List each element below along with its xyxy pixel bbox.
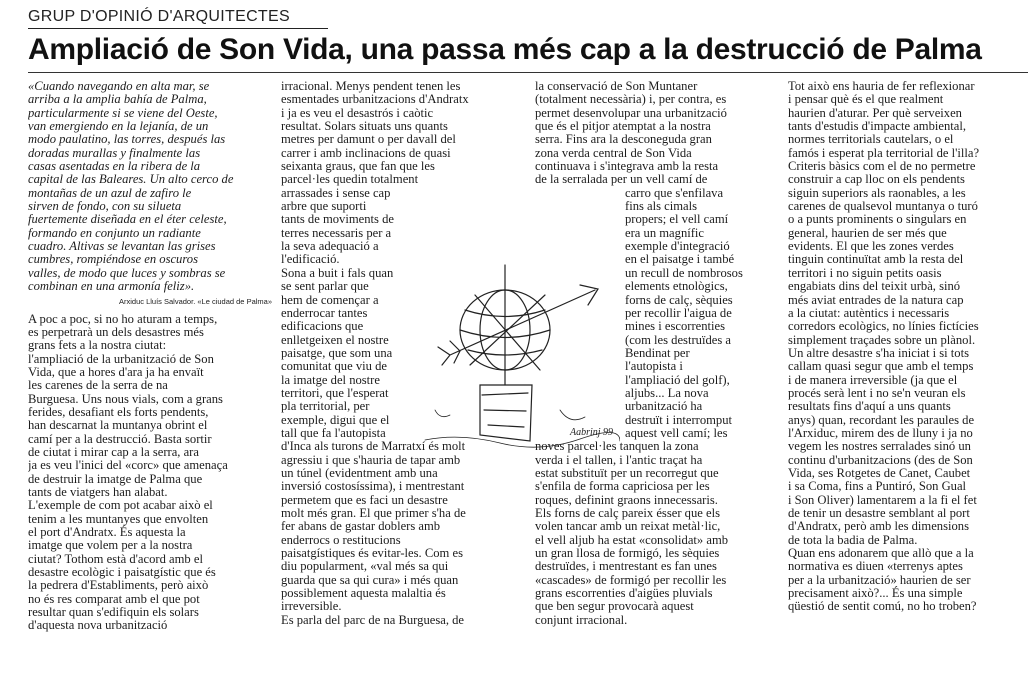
text-line: i ja es veu el desastrós i caòtic — [281, 105, 434, 120]
text-line: anys) quan, recordant les paraules de — [788, 412, 975, 427]
text-line: imatge que volem per a la nostra — [28, 538, 193, 553]
text-line: la conservació de Son Muntaner — [535, 80, 698, 93]
text-line: en el paisatge i també — [625, 252, 735, 267]
text-line: normativa es diuen «terrenys aptes — [788, 559, 963, 574]
text-line: que ben segur provocarà aquest — [535, 599, 694, 614]
text-line: haurien d'aturar. Per què serveixen — [788, 105, 962, 120]
text-line: tants de moviments de — [281, 212, 394, 227]
text-line: grans fets a la nostra ciutat: — [28, 338, 167, 353]
text-line: simplement traçades sobre un plànol. — [788, 332, 976, 347]
text-line: montañas de un azul de zafiro le — [28, 185, 192, 200]
text-line: volen tancar amb un reixat metàl·lic, — [535, 519, 721, 534]
text-line: Tot això ens hauria de fer reflexionar — [788, 80, 975, 93]
text-line: esmentades urbanitzacions d'Andratx — [281, 92, 469, 107]
text-line: molt més gran. El que primer s'ha de — [281, 506, 466, 520]
text-line: ja es veu l'inici del «corc» que amenaça — [28, 458, 228, 473]
text-line: a la ciutat: autèntics i necessaris — [788, 305, 950, 320]
text-line: normes territorials cautelars, o el — [788, 132, 954, 147]
text-line: Un altre desastre s'ha iniciat i si tots — [788, 345, 969, 360]
text-line: construir a cap lloc on els pendents — [788, 172, 965, 187]
text-line: no és res comparat amb el que pot — [28, 591, 200, 606]
text-line: grans escorrenties d'aigües pluvials — [535, 586, 713, 601]
text-line: de la serralada per un vell camí de — [535, 172, 708, 187]
text-line: territori i no siguin petits oasis — [788, 265, 942, 280]
text-line: més aviat entrades de la natura cap — [788, 292, 964, 307]
text-line: verda i el tallen, i l'antic traçat ha — [535, 452, 703, 467]
text-line: hem de començar a — [281, 292, 379, 307]
text-line: guarda que sa qui cura» i més quan — [281, 572, 459, 587]
text-line: exemple d'integració — [625, 239, 730, 254]
epigraph-quote — [28, 80, 272, 294]
text-line: ciutat? Tothom està d'acord amb el — [28, 551, 203, 566]
sketch-arrow — [438, 285, 598, 365]
column-4 — [788, 80, 1028, 680]
text-line: roques, definint graons innecessaris. — [535, 492, 718, 507]
text-line: territori, que l'esperat — [281, 385, 389, 400]
text-line: i Son Oliver) lamentarem a la fi el fet — [788, 492, 977, 507]
text-line: destruït i interromput — [625, 412, 733, 427]
text-line: famós i esperat pla territorial de l'illa? — [788, 145, 980, 160]
text-line: de destruir la imatge de Palma que — [28, 471, 203, 486]
text-line: urbanització ha — [625, 399, 703, 414]
text-line: Criteris bàsics com el de no permetre — [788, 159, 976, 174]
text-line: Els forns de calç pareix ésser que els — [535, 506, 720, 520]
text-line: enderrocs o restitucions — [281, 532, 401, 547]
column-1-body — [28, 313, 272, 633]
text-line: agressiu i que s'hauria de tapar amb — [281, 452, 461, 467]
text-line: resultar quan s'edifiquin els solars — [28, 605, 199, 620]
text-line: engabiats dins del teixit urbà, sinó — [788, 279, 961, 294]
text-line: continuava i s'integrava amb la resta — [535, 159, 719, 174]
text-line: forns de calç, sèquies — [625, 292, 733, 307]
text-line: arriba a la amplia bahía de Palma, — [28, 92, 207, 107]
text-line: possiblement aquesta malaltia és — [281, 586, 446, 601]
text-line: d'Andratx, però amb les dimensions — [788, 519, 969, 534]
text-line: es perpetrarà un dels desastres més — [28, 324, 204, 339]
text-line: l'ampliació de la urbanització de Son — [28, 351, 214, 366]
text-line: conjunt irracional. — [535, 612, 628, 627]
text-line: l'autopista i — [625, 359, 683, 374]
text-line: resultats fins d'aquí a uns quants — [788, 399, 951, 414]
text-line: les carenes de la serra de na — [28, 378, 168, 393]
text-line: permetem que es faci un desastre — [281, 492, 448, 507]
text-line: destruïdes, i mentrestant es fan unes — [535, 559, 717, 574]
text-line: un túnel (evidentment amb una — [281, 465, 438, 480]
text-line: continu d'urbanitzacions (des de Son — [788, 452, 973, 467]
text-line: permet desenvolupar una urbanització — [535, 105, 727, 120]
text-line: propers; el vell camí — [625, 212, 729, 227]
text-line: «Cuando navegando en alta mar, se — [28, 80, 210, 93]
text-line: han descarnat la muntanya obrint el — [28, 418, 208, 433]
text-line: evidents. El que les zones verdes — [788, 239, 954, 254]
text-line: estat substituït per un recorregut que — [535, 465, 719, 480]
text-line: enlletgeixen el nostre — [281, 332, 389, 347]
text-line: sirven de fondo, con su silueta — [28, 199, 182, 214]
text-line: vegem les nostres serralades sinó un — [788, 439, 971, 454]
text-line: comunitat que viu de — [281, 359, 387, 374]
text-line: diu popularment, «val més sa qui — [281, 559, 449, 574]
text-line: Bendinat per — [625, 345, 690, 360]
text-line: seixanta graus, que fan que les — [281, 159, 435, 174]
text-line: de tota la badia de Palma. — [788, 532, 918, 547]
text-line: o a punts prominents o singulars en — [788, 212, 967, 227]
column-1 — [28, 80, 272, 680]
text-line: (totalment necessària) i, per contra, es — [535, 92, 727, 107]
text-line: Burguesa. Uns nous vials, com a grans — [28, 391, 223, 406]
text-line: camí per a la destrucció. Basta sortir — [28, 431, 212, 446]
text-line: i pensar què és el que realment — [788, 92, 944, 107]
text-line: carrer i amb inclinacions de quasi — [281, 145, 451, 160]
text-line: carro que s'enfilava — [625, 185, 724, 200]
text-line: inversió costosíssima), i mentrestant — [281, 479, 465, 494]
text-line: tinguin continuïtat amb la resta del — [788, 252, 964, 267]
text-line: elements etnològics, — [625, 279, 728, 294]
text-line: serra. Fins ara la desconeguda gran — [535, 132, 712, 147]
text-line: formando en conjunto un radiante — [28, 225, 201, 240]
section-header: GRUP D'OPINIÓ D'ARQUITECTES — [28, 6, 328, 29]
weathervane-sketch — [420, 235, 620, 450]
text-line: la imatge del nostre — [281, 372, 380, 387]
text-line: casas asentadas en la ribera de la — [28, 159, 201, 174]
text-line: modo paulatino, las torres, después las — [28, 132, 226, 147]
text-line: metres per damunt o per davall del — [281, 132, 456, 147]
text-line: irreversible. — [281, 599, 342, 614]
text-line: capital de las Baleares. Un alto cerco de — [28, 172, 234, 187]
text-line: general, haurien de ser més que — [788, 225, 947, 240]
text-line: paisatge, que som una — [281, 345, 393, 360]
text-line: l'ampliació del golf), — [625, 372, 730, 387]
text-line: d'Inca als turons de Marratxí és molt — [281, 439, 466, 454]
text-line: Vida, que a hores d'ara ja ha envaït — [28, 364, 204, 379]
text-line: terres necessaris per a — [281, 225, 392, 240]
sketch-signature: Aabrinj 99 — [570, 427, 614, 438]
text-line: enderrocar tantes — [281, 305, 368, 320]
text-line: tall que fa l'autopista — [281, 425, 386, 440]
text-line: «cascades» de formigó per recollir les — [535, 572, 727, 587]
text-line: de tenir un desastre semblant al port — [788, 506, 970, 520]
text-line: resultat. Solars situats uns quants — [281, 119, 448, 134]
text-line: siguin superiors als raonables, a les — [788, 185, 966, 200]
text-line: noves parcel·les tanquen la zona — [535, 439, 699, 454]
text-line: fuertemente diseñada en el éter celeste, — [28, 212, 227, 227]
text-line: cuadro. Altivas se levantan las grises — [28, 239, 216, 254]
text-line: per a la urbanització» haurien de ser — [788, 572, 971, 587]
text-line: particularmente si se viene del Oeste, — [28, 105, 218, 120]
text-line: tants d'estudis d'impacte ambiental, — [788, 119, 967, 134]
text-line: procés serà lent i no se'n veuran els — [788, 385, 966, 400]
text-line: un gran llosa de formigó, les sèquies — [535, 546, 720, 561]
headline-rule — [28, 72, 1028, 73]
text-line: fins als cimals — [625, 199, 698, 214]
text-line: de ciutat i mirar cap a la serra, ara — [28, 444, 199, 459]
text-line: desastre ecològic i paisatgístic que és — [28, 565, 216, 580]
text-line: la seva adequació a — [281, 239, 379, 254]
text-line: tenim a les muntanyes que envolten — [28, 511, 209, 526]
text-line: el port d'Andratx. És aquesta la — [28, 525, 186, 539]
text-line: arbre que suporti — [281, 199, 367, 214]
text-line: qüestió de sentit comú, no ho troben? — [788, 599, 977, 614]
text-line: cumbres, rompiéndose en oscuros — [28, 252, 198, 267]
text-line: parcel·les quedin totalment — [281, 172, 419, 187]
text-line: d'aquesta nova urbanització — [28, 618, 168, 633]
text-line: que és el pitjor atemptat a la nostra — [535, 119, 711, 134]
text-line: irracional. Menys pendent tenen les — [281, 80, 461, 93]
text-line: pla territorial, per — [281, 399, 370, 414]
text-line: L'exemple de com pot acabar això el — [28, 498, 213, 513]
text-line: paisatgístiques és evitar-les. Com es — [281, 546, 463, 561]
text-line: carenes de qualsevol muntanya o turó — [788, 199, 978, 214]
text-line: i sa Coma, fins a Puntiró, Son Gual — [788, 479, 967, 494]
text-line: doradas murallas y finalmente las — [28, 145, 201, 160]
text-line: zona verda central de Son Vida — [535, 145, 692, 160]
text-line: fer abans de gastar doblers amb — [281, 519, 441, 534]
text-line: corredors ecològics, no línies fictícies — [788, 319, 979, 334]
text-line: l'edificació. — [281, 252, 340, 267]
text-line: Sona a buit i fals quan — [281, 265, 394, 280]
text-line: aljubs... La nova — [625, 385, 709, 400]
text-line: per recollir l'aigua de — [625, 305, 732, 320]
text-line: el vell aljub ha estat «consolidat» amb — [535, 532, 729, 547]
text-line: precisament això?... És una simple — [788, 586, 963, 601]
text-line: s'enfila de forma capriciosa per les — [535, 479, 710, 494]
text-line: A poc a poc, si no ho aturam a temps, — [28, 311, 218, 326]
text-line: combinan en una armonía feliz». — [28, 279, 195, 294]
text-line: l'Arxiduc, mirem des de lluny i ja no — [788, 425, 973, 440]
text-line: se sent parlar que — [281, 279, 369, 294]
article-headline: Ampliació de Son Vida, una passa més cap a la destrucció de Palma — [28, 33, 982, 66]
text-line: exemple, digui que el — [281, 412, 390, 427]
text-line: van emergiendo en la lejanía, de un — [28, 119, 209, 134]
text-line: la pedrera d'Establiments, però això — [28, 578, 209, 593]
text-line: Vida, ses Rotgetes de Canet, Caubet — [788, 465, 971, 480]
text-line: (com les destruïdes a — [625, 332, 731, 347]
text-line: i de manera irreversible (ja que el — [788, 372, 958, 387]
text-line: Es parla del parc de na Burguesa, de — [281, 612, 465, 627]
text-line: ferides, desafiant els forts pendents, — [28, 404, 209, 419]
epigraph-attribution: Arxiduc Lluís Salvador. «Le ciudad de Palma» — [118, 296, 272, 306]
text-line: edificacions que — [281, 319, 364, 334]
text-line: era un magnífic — [625, 225, 705, 240]
text-line: aquest vell camí; les — [625, 425, 728, 440]
text-line: Quan ens adonarem que allò que a la — [788, 546, 974, 561]
text-line: callam quasi segur que amb el temps — [788, 359, 974, 374]
text-line: un recull de nombrosos — [625, 265, 743, 280]
text-line: tants de viatgers han alabat. — [28, 484, 168, 499]
text-line: mines i escorrenties — [625, 319, 726, 334]
text-line: arrassades i sense cap — [281, 185, 391, 200]
text-line: valles, de modo que luces y sombras se — [28, 265, 226, 280]
